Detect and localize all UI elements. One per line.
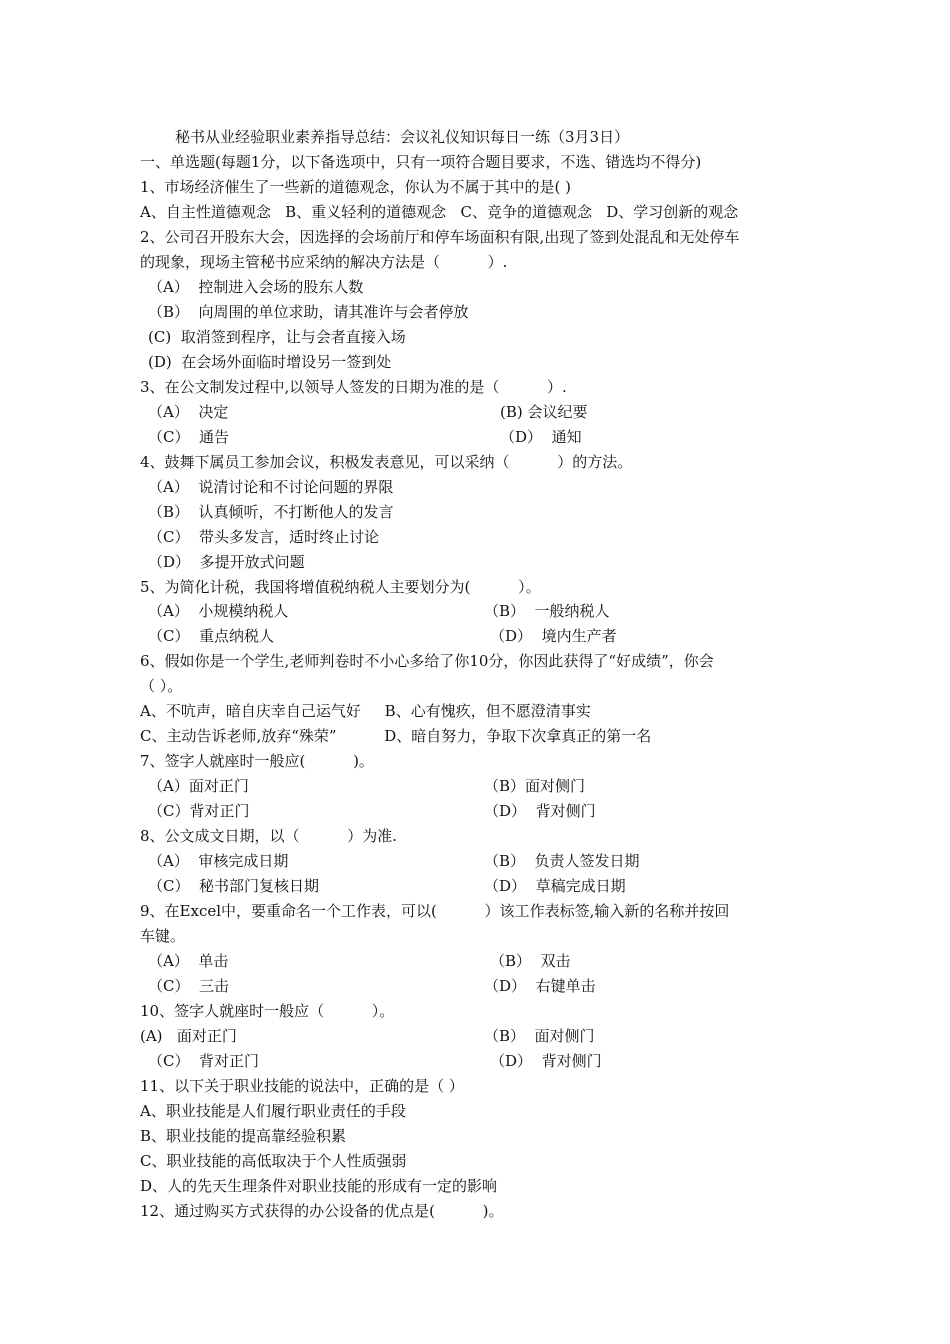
question-11-option-a: A、职业技能是人们履行职业责任的手段 (140, 1102, 406, 1120)
question-7-option-b: （B）面对侧门 (484, 777, 586, 795)
question-2-option-a: （A） 控制进入会场的股东人数 (148, 278, 364, 296)
question-2-stem: 2、公司召开股东大会，因选择的会场前厅和停车场面积有限,出现了签到处混乱和无处停车 (140, 228, 740, 246)
question-6-options-cd: C、主动告诉老师,放弃“殊荣” D、暗自努力，争取下次拿真正的第一名 (140, 727, 652, 745)
question-4-option-d: （D） 多提开放式问题 (148, 553, 305, 571)
question-9-option-c: （C） 三击 (148, 977, 230, 995)
question-5-stem: 5、为简化计税，我国将增值税纳税人主要划分为( ）。 (140, 578, 541, 596)
question-2-option-b: （B） 向周围的单位求助，请其准许与会者停放 (148, 303, 469, 321)
question-11-stem: 11、以下关于职业技能的说法中，正确的是（ ） (140, 1077, 464, 1095)
question-7-stem: 7、签字人就座时一般应( )。 (140, 752, 374, 770)
question-10-option-b: （B） 面对侧门 (484, 1027, 595, 1045)
question-1-stem: 1、市场经济催生了一些新的道德观念，你认为不属于其中的是( ) (140, 178, 572, 196)
question-1-options: A、自主性道德观念 B、重义轻利的道德观念 C、竞争的道德观念 D、学习创新的观念 (140, 203, 739, 221)
question-6-stem: 6、假如你是一个学生,老师判卷时不小心多给了你10分，你因此获得了“好成绩”，你会 (140, 652, 714, 670)
question-9-stem-cont: 车键。 (140, 927, 186, 945)
question-3-option-a: （A） 决定 (148, 403, 229, 421)
question-10-option-c: （C） 背对正门 (148, 1052, 260, 1070)
question-4-option-a: （A） 说清讨论和不讨论问题的界限 (148, 478, 394, 496)
question-5-option-c: （C） 重点纳税人 (148, 627, 275, 645)
question-10-stem: 10、签字人就座时一般应（ ）。 (140, 1002, 395, 1020)
question-3-option-c: （C） 通告 (148, 428, 230, 446)
question-2-option-d: (D) 在会场外面临时增设另一签到处 (148, 353, 392, 371)
question-9-option-d: （D） 右键单击 (484, 977, 596, 995)
question-4-option-c: （C） 带头多发言，适时终止讨论 (148, 528, 380, 546)
question-7-option-c: （C）背对正门 (148, 802, 250, 820)
question-3-option-d: （D） 通知 (500, 428, 582, 446)
question-10-option-a: (A) 面对正门 (140, 1027, 237, 1045)
question-6-stem-cont: （ ）。 (140, 677, 183, 695)
question-8-option-b: （B） 负责人签发日期 (484, 852, 640, 870)
question-3-stem: 3、在公文制发过程中,以领导人签发的日期为准的是（ ）. (140, 378, 567, 396)
question-10-option-d: （D） 背对侧门 (490, 1052, 602, 1070)
question-7-option-a: （A）面对正门 (148, 777, 249, 795)
question-5-option-b: （B） 一般纳税人 (484, 602, 610, 620)
question-2-option-c: (C) 取消签到程序，让与会者直接入场 (148, 328, 406, 346)
question-7-option-d: （D） 背对侧门 (484, 802, 596, 820)
question-2-stem-cont: 的现象，现场主管秘书应采纳的解决方法是（ ）. (140, 253, 508, 271)
question-8-option-a: （A） 审核完成日期 (148, 852, 289, 870)
question-12-stem: 12、通过购买方式获得的办公设备的优点是( )。 (140, 1202, 504, 1220)
question-4-option-b: （B） 认真倾听，不打断他人的发言 (148, 503, 394, 521)
question-11-option-b: B、职业技能的提高靠经验积累 (140, 1127, 347, 1145)
question-8-stem: 8、公文成文日期，以（ ）为准. (140, 827, 397, 845)
question-8-option-d: （D） 草稿完成日期 (484, 877, 626, 895)
question-9-stem: 9、在Excel中，要重命名一个工作表，可以( ）该工作表标签,输入新的名称并按回 (140, 902, 730, 920)
question-3-option-b: (B) 会议纪要 (500, 403, 588, 421)
document-title: 秘书从业经验职业素养指导总结：会议礼仪知识每日一练（3月3日） (175, 128, 630, 146)
question-6-options-ab: A、不吭声，暗自庆幸自己运气好 B、心有愧疚，但不愿澄清事实 (140, 702, 591, 720)
section-heading: 一、单选题(每题1分，以下备选项中，只有一项符合题目要求，不选、错选均不得分) (140, 153, 702, 171)
question-9-option-b: （B） 双击 (490, 952, 571, 970)
question-5-option-a: （A） 小规模纳税人 (148, 602, 289, 620)
question-4-stem: 4、鼓舞下属员工参加会议，积极发表意见，可以采纳（ ）的方法。 (140, 453, 633, 471)
question-11-option-c: C、职业技能的高低取决于个人性质强弱 (140, 1152, 407, 1170)
question-8-option-c: （C） 秘书部门复核日期 (148, 877, 320, 895)
question-9-option-a: （A） 单击 (148, 952, 229, 970)
question-5-option-d: （D） 境内生产者 (490, 627, 617, 645)
question-11-option-d: D、人的先天生理条件对职业技能的形成有一定的影响 (140, 1177, 498, 1195)
